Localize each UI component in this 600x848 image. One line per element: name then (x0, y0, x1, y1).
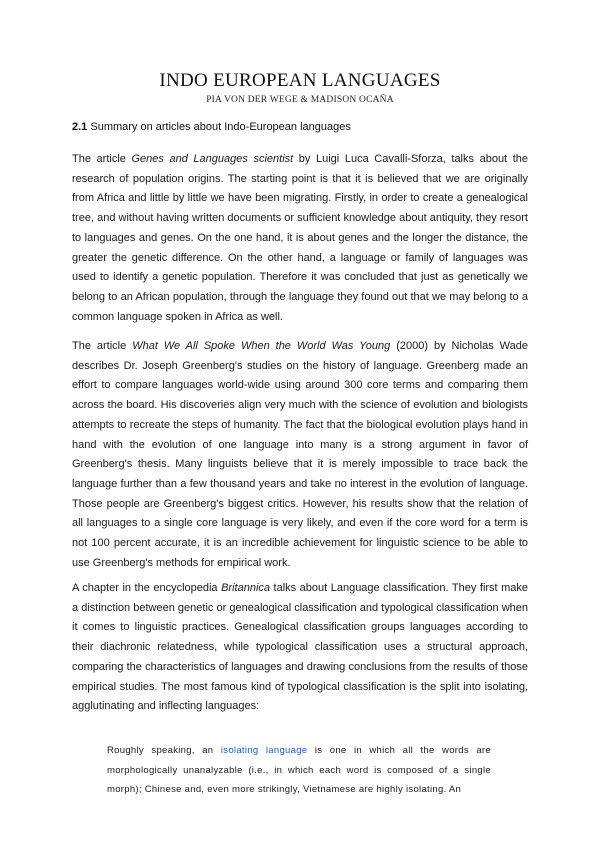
article-title: Genes and Languages scientist (131, 153, 294, 165)
section-number: 2.1 (72, 121, 88, 133)
paragraph-intro: The article (72, 340, 127, 352)
paragraph-wade (72, 337, 528, 573)
article-title: What We All Spoke When the World Was Young (132, 340, 391, 352)
document-title: INDO EUROPEAN LANGUAGES (159, 70, 441, 91)
quote-text-before: Roughly speaking, an (107, 745, 214, 756)
paragraph-body: (2000) by Nicholas Wade describes Dr. Joseph Greenberg's studies on the history of language. Greenberg made an effort to compare languages world-wide using around 300 core terms and comparing them across the board. His discoveries align very much with the science of evolution and biologists attempts to recreate the steps of humanity. The fact that the biological evolution plays hand in hand with the evolution of one language into many is a strong argument in favor of Greenberg's thesis. Many linguists believe that it is merely impossible to trace back the language further than a few thousand years and take no interest in the evolution of language. Those people are Greenberg's biggest critics. However, his results show that the relation of all languages to a single core language is very likely, and even if the core word for a term is not 100 percent accurate, it is an incredible achievement for linguistic science to be able to use Greenberg's methods for empirical work. (72, 340, 528, 569)
paragraph-body: by Luigi Luca Cavalli-Sforza, talks about the research of population origins. The starting point is that it is believed that we are originally from Africa and little by little we have been migrating. Firstly, in order to create a genealogical tree, and without having written documents or sufficient knowledge about antiquity, they resort to languages and genes. On the one hand, it is about genes and the longer the distance, the greater the genetic difference. On the other hand, a language or family of languages was used to identify a genetic population. Therefore it was concluded that just as genetically we belong to an African population, through the language they found out that we may belong to a common language spoken in Africa as well. (72, 153, 528, 323)
quote-text-after: is one in which all the words are morphologically unanalyzable (i.e., in which each word is composed of a single morph); Chinese and, even more strikingly, Vietnamese are highly isolating. An (107, 745, 491, 795)
document-authors: PIA VON DER WEGE & MADISON OCAÑA (206, 95, 394, 105)
block-quote (107, 741, 491, 800)
paragraph-britannica (72, 579, 528, 717)
paragraph-intro: The article (72, 153, 126, 165)
paragraph-intro: A chapter in the encyclopedia (72, 582, 218, 594)
section-heading (72, 121, 532, 133)
paragraph-body: talks about Language classification. They first make a distinction between genetic or genealogical classification and typological classification when it comes to linguistic practices. Genealogical classification groups languages according to their diachronic relatedness, while typological classification uses a structural approach, comparing the characteristics of languages and drawing conclusions from the results of those empirical studies. The most famous kind of typological classification is the split into isolating, agglutinating and inflecting languages: (72, 582, 529, 713)
isolating-language-link[interactable]: isolating language (220, 745, 308, 756)
encyclopedia-title: Britannica (221, 582, 271, 594)
paragraph-cavalli-sforza (72, 150, 528, 327)
section-heading-text: Summary on articles about Indo-European languages (90, 121, 351, 133)
